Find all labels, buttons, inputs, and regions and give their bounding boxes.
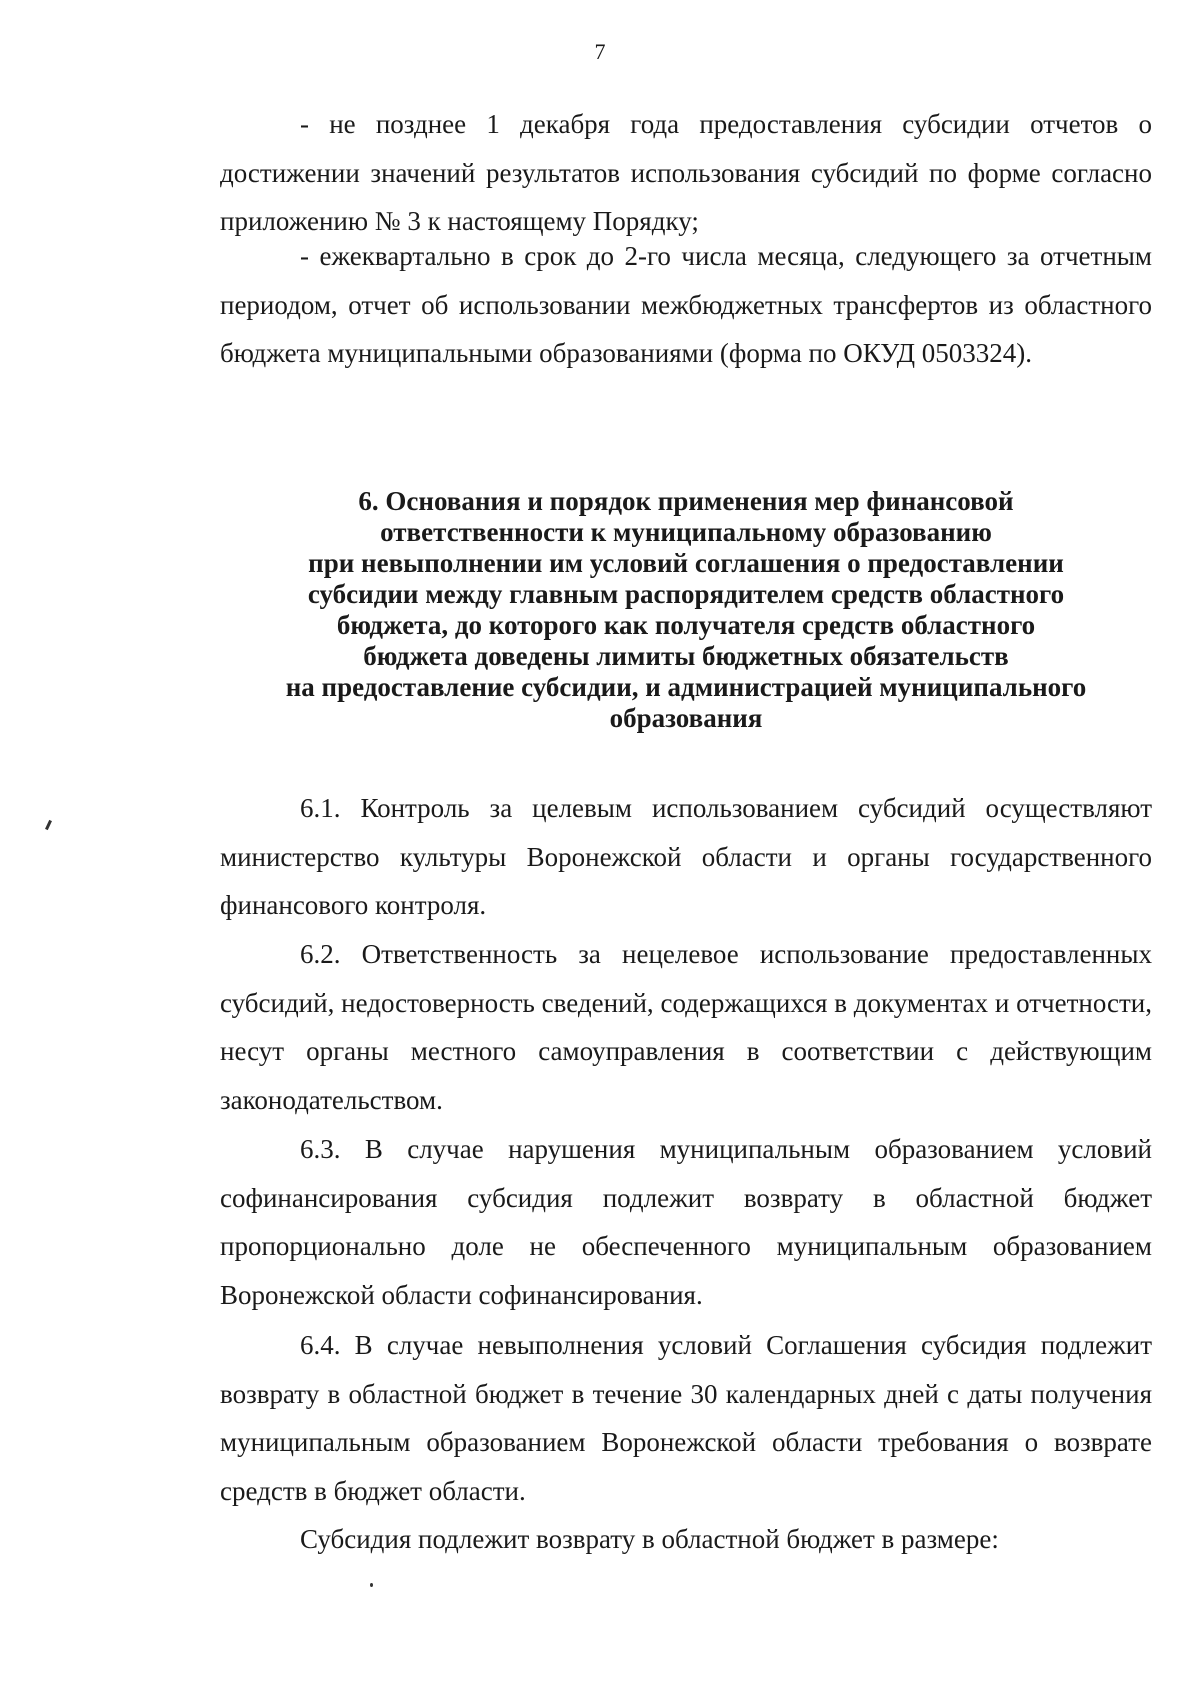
heading-line: бюджета, до которого как получателя средств областного bbox=[336, 610, 1036, 640]
page-number: 7 bbox=[594, 39, 606, 64]
paragraph-6-1: 6.1. Контроль за целевым использованием субсидий осуществляют министерство культуры Воронежской области и органы государственного финансового контроля. bbox=[220, 793, 1152, 920]
paragraph-report-deadline: - не позднее 1 декабря года предоставления субсидии отчетов о достижении значений результатов использования субсидий по форме согласно приложению № 3 к настоящему Порядку; bbox=[220, 109, 1152, 236]
heading-line: 6. Основания и порядок применения мер финансовой bbox=[358, 486, 1014, 516]
paragraph-6-4: 6.4. В случае невыполнения условий Соглашения субсидия подлежит возврату в областной бюджет в течение 30 календарных дней с даты получения муниципальным образованием Воронежской области требования о возврате средств в бюджет области. bbox=[220, 1330, 1152, 1506]
heading-line: ответственности к муниципальному образованию bbox=[380, 517, 992, 547]
section-6-heading bbox=[220, 486, 1152, 734]
paragraph-6-3: 6.3. В случае нарушения муниципальным образованием условий софинансирования субсидия подлежит возврату в областной бюджет пропорционально доле не обеспеченного муниципальным образованием Воронежской области софинансирования. bbox=[220, 1134, 1152, 1310]
heading-line: образования bbox=[609, 703, 763, 733]
heading-line: на предоставление субсидии, и администрацией муниципального bbox=[285, 672, 1087, 702]
paragraph-quarterly-report: - ежеквартально в срок до 2-го числа месяца, следующего за отчетным периодом, отчет об использовании межбюджетных трансфертов из областного бюджета муниципальными образованиями (форма по ОКУД 0503324). bbox=[220, 241, 1152, 368]
scan-dot-mark bbox=[370, 1583, 373, 1587]
heading-line: бюджета доведены лимиты бюджетных обязательств bbox=[363, 641, 1009, 671]
heading-line: при невыполнении им условий соглашения о предоставлении bbox=[308, 548, 1064, 578]
heading-line: субсидии между главным распорядителем средств областного bbox=[307, 579, 1065, 609]
margin-pen-mark bbox=[45, 820, 52, 830]
paragraph-6-2: 6.2. Ответственность за нецелевое использование предоставленных субсидий, недостоверность сведений, содержащихся в документах и отчетности, несут органы местного самоуправления в соответствии с действующим законодательством. bbox=[220, 939, 1152, 1115]
paragraph-refund-amount: Субсидия подлежит возврату в областной бюджет в размере: bbox=[300, 1524, 999, 1554]
